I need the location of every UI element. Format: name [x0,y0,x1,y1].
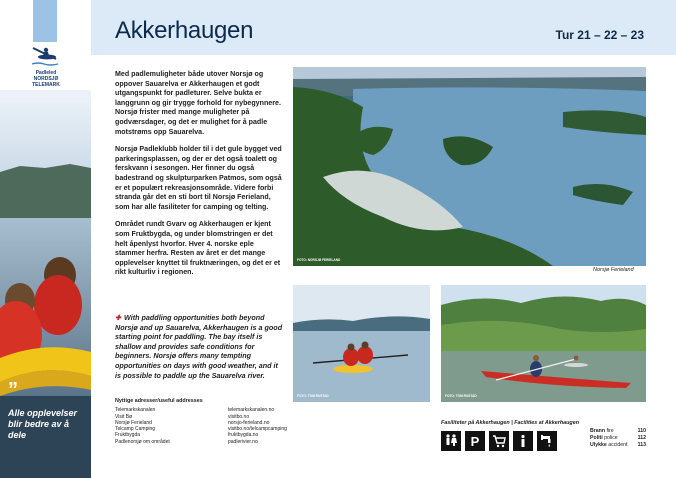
useful-addresses [115,398,300,445]
emergency-sublabel: accident [608,442,628,448]
address-name: Padlenorsjø om området [115,438,170,445]
information-icon [513,431,533,451]
sidebar-stripe [33,0,57,42]
address-url[interactable]: visitbo.no/telcampcamping [228,426,287,433]
emergency-label: Ulykke [590,442,607,448]
photo-credit: FOTO: NORSJØ FERIELAND [297,258,341,262]
emergency-sublabel: fire [606,428,614,434]
address-name: Visit Bø [115,413,133,420]
english-summary [115,313,285,380]
emergency-numbers [590,428,646,449]
kayaker-on-river-photo [441,285,646,402]
address-url[interactable]: visitbo.no [228,413,250,420]
body-paragraph: Norsjø Padleklubb holder til i det gule bygget ved parkeringsplassen, og der er det også toalett og ferskvann i sesongen. Her finner du også badestrand og skulpturparken Patmos, som også er et populært rekreasjonsområde. Videre forbi stranda går det en sti bort til Norsjø Ferieland, som har alle fasiliteter for camping og telting. [115,145,282,211]
body-text-column [115,70,285,286]
address-url[interactable]: padlerivier.no [228,438,258,445]
emergency-sublabel: police [604,435,618,441]
logo-text-line2: NORDSJØ [33,76,59,82]
padleled-logo [30,40,62,88]
emergency-row [590,442,646,449]
photo-credit: FOTO: TOM RUSTAD [445,394,477,398]
address-name: Telcamp Camping [115,426,156,433]
toilet-icon [441,431,461,451]
address-name: Fruktbygda [115,432,141,439]
logo-text-line1: Padleled [35,70,57,76]
emergency-row [590,435,646,442]
address-url[interactable]: norsjo-ferieland.no [228,419,270,426]
photo-caption: Norsjø Ferieland [593,267,634,273]
uk-flag-icon: ✚ [115,313,122,322]
logo-text-line3: TELEMARK [32,82,60,88]
body-paragraph: Området rundt Gvarv og Akkerhaugen er kjent som Fruktbygda, og under blomstringen er det helt åpenlyst hvorfor. Hver 4. norske eple stammer herfra. Resten av året er det mange opplevelser knyttet til fruktnæringen, og det er et rikt kulturliv i regionen. [115,220,281,277]
emergency-number: 110 [637,428,646,434]
address-url[interactable]: telemarkskanalen.no [228,407,275,414]
sidebar-caption: Alle opplevelser blir bedre av å dele [8,408,78,440]
photo-credit: FOTO: TOM RUSTAD [297,394,329,398]
address-name: Norsjø Ferieland [115,419,152,426]
quote-mark: ” [8,379,18,401]
water-tap-icon [537,431,557,451]
aerial-photo-norsjo-ferieland [293,67,646,266]
parking-icon [465,431,485,451]
english-text: With paddling opportunities both beyond Norsjø and up Sauarelva, Akkerhaugen is a good starting point for paddling. The bay itself is shallow and provides safe conditions for beginners. Norsjø offers many tempting opportunities on days with good weather, and it is possible to paddle up the Sauarelva river. [115,313,283,380]
emergency-number: 113 [637,442,646,448]
shopping-cart-icon [489,431,509,451]
facility-icons [441,431,557,451]
page-title: Akkerhaugen [115,17,254,44]
sidebar [0,0,91,478]
kayaker-icon [30,40,62,70]
svg-text:P: P [470,434,480,449]
emergency-label: Brann [590,428,605,434]
two-kayakers-photo [293,285,430,402]
body-paragraph: Med padlemuligheter både utover Norsjø og oppover Sauarelva er Akkerhaugen et godt utgangspunkt for padleturer. Selve bukta er langgrunn og gir trygge forhold for nybegynnere. Norsjø frister med mange muligheter på godværsdager, og det er mulighet for å padle motstrøms opp Sauarelva. [115,70,281,136]
addresses-heading: Nyttige adresser/useful addresses [115,398,203,404]
emergency-label: Politi [590,435,603,441]
emergency-number: 112 [637,435,646,441]
address-url[interactable]: fruktbygda.no [228,432,259,439]
address-name: Telemarkskanalen [115,407,156,414]
facilities-title: Fasiliteter på Akkerhaugen | Facilities at Akkerhaugen [441,420,580,426]
emergency-row [590,428,646,435]
tour-numbers: Tur 21 – 22 – 23 [555,28,644,42]
